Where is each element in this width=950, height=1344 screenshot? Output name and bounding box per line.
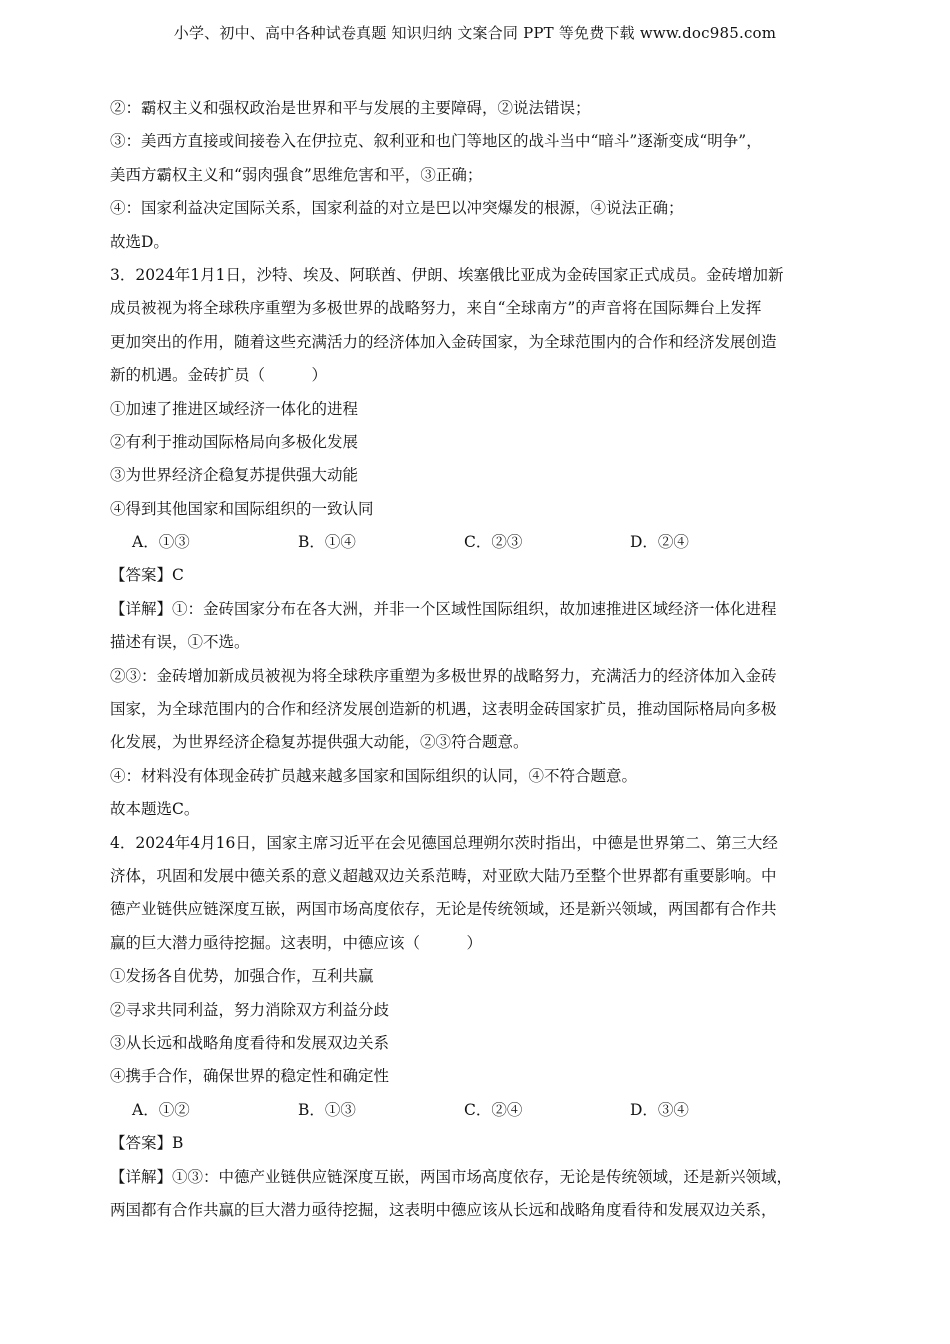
question-stem-line: 德产业链供应链深度互嵌，两国市场高度依存，无论是传统领域，还是新兴领域，两国都有合作共 [110, 900, 777, 919]
analysis-line: ②：霸权主义和强权政治是世界和平与发展的主要障碍，②说法错误； [110, 99, 591, 117]
statement-item: ①发扬各自优势，加强合作，互利共赢 [110, 967, 374, 986]
page-content [110, 92, 840, 1227]
analysis-line: ④：国家利益决定国际关系，国家利益的对立是巴以冲突爆发的根源，④说法正确； [110, 199, 684, 218]
previous-analysis [110, 92, 840, 259]
analysis-line: 化发展，为世界经济企稳复苏提供强大动能，②③符合题意。 [110, 733, 529, 752]
question-stem-line: 3．2024年1月1日，沙特、埃及、阿联酋、伊朗、埃塞俄比亚成为金砖国家正式成员。金砖增加新 [110, 265, 784, 284]
analysis-conclusion: 故选D。 [110, 232, 169, 251]
analysis-line: ③：美西方直接或间接卷入在伊拉克、叙利亚和也门等地区的战斗当中“暗斗”逐渐变成“明争”， [110, 132, 762, 151]
option-c: C．②③ [464, 533, 523, 552]
statement-item: ②有利于推动国际格局向多极化发展 [110, 432, 359, 451]
option-d: D．②④ [630, 533, 689, 552]
analysis-conclusion: 故本题选C。 [110, 800, 200, 819]
question-stem-line: 4．2024年4月16日，国家主席习近平在会见德国总理朔尔茨时指出，中德是世界第二、第三大经 [110, 833, 778, 852]
option-c: C．②④ [464, 1100, 523, 1119]
option-b: B．①③ [298, 1100, 356, 1119]
question-stem-line: 济体，巩固和发展中德关系的意义超越双边关系范畴，对亚欧大陆乃至整个世界都有重要影响。中 [110, 866, 777, 885]
statement-item: ③为世界经济企稳复苏提供强大动能 [110, 466, 359, 485]
question-stem-line: 赢的巨大潜力亟待挖掘。这表明，中德应该（ ） [110, 933, 483, 952]
statement-item: ②寻求共同利益，努力消除双方利益分歧 [110, 1000, 390, 1019]
page-header: 小学、初中、高中各种试卷真题 知识归纳 文案合同 PPT 等免费下载 www.doc985.com [173, 24, 777, 42]
analysis-line: 两国都有合作共赢的巨大潜力亟待挖掘，这表明中德应该从长远和战略角度看待和发展双边关系， [110, 1200, 777, 1219]
option-a: A．①② [132, 1100, 190, 1119]
answer-line: 【答案】B [110, 1134, 184, 1153]
option-b: B．①④ [298, 533, 356, 552]
question-stem-line: 更加突出的作用，随着这些充满活力的经济体加入金砖国家，为全球范围内的合作和经济发展创造 [110, 332, 777, 351]
answer-options [110, 526, 840, 559]
statement-item: ④得到其他国家和国际组织的一致认同 [110, 499, 374, 518]
analysis-line: ②③：金砖增加新成员被视为将全球秩序重塑为多极世界的战略努力，充满活力的经济体加入金砖 [110, 666, 777, 685]
statement-item: ③从长远和战略角度看待和发展双边关系 [110, 1033, 390, 1052]
question-stem-line: 成员被视为将全球秩序重塑为多极世界的战略努力，来自“全球南方”的声音将在国际舞台上发挥 [110, 299, 762, 318]
analysis-line: 描述有误，①不选。 [110, 633, 250, 652]
analysis-line: ④：材料没有体现金砖扩员越来越多国家和国际组织的认同，④不符合题意。 [110, 766, 638, 785]
option-a: A．①③ [132, 533, 190, 552]
option-d: D．③④ [630, 1100, 689, 1119]
analysis-line: 【详解】①③：中德产业链供应链深度互嵌，两国市场高度依存，无论是传统领域，还是新兴领域， [110, 1167, 793, 1186]
statement-item: ④携手合作，确保世界的稳定性和确定性 [110, 1067, 390, 1086]
analysis-line: 【详解】①：金砖国家分布在各大洲，并非一个区域性国际组织，故加速推进区域经济一体化进程 [110, 599, 777, 618]
statement-item: ①加速了推进区域经济一体化的进程 [110, 399, 359, 418]
question-3 [110, 259, 840, 827]
answer-line: 【答案】C [110, 566, 184, 585]
analysis-line: 美西方霸权主义和“弱肉强食”思维危害和平，③正确； [110, 165, 483, 184]
analysis-line: 国家，为全球范围内的合作和经济发展创造新的机遇，这表明金砖国家扩员，推动国际格局向多极 [110, 700, 777, 719]
question-stem-line: 新的机遇。金砖扩员（ ） [110, 366, 328, 385]
question-4 [110, 827, 840, 1228]
answer-options [110, 1094, 840, 1127]
